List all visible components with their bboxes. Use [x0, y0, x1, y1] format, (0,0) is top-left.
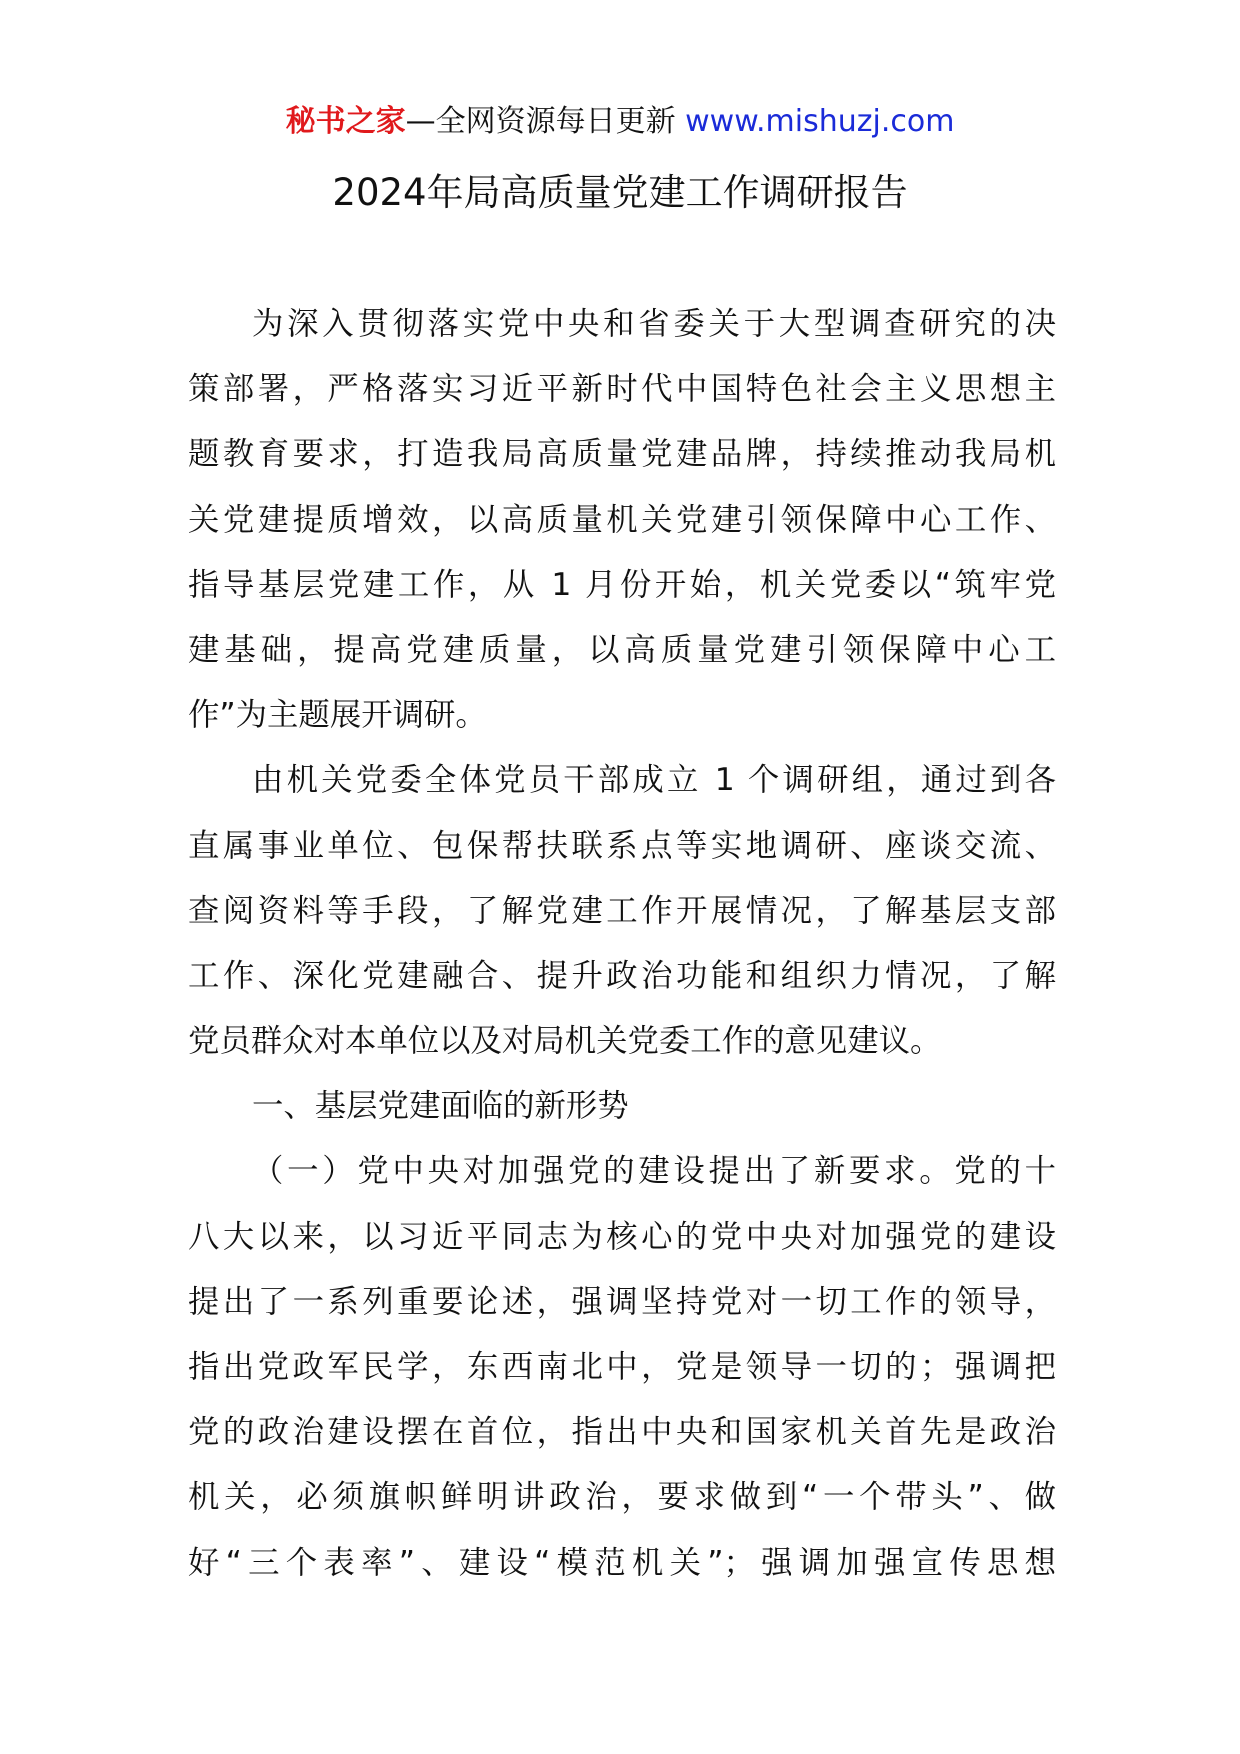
- text-line: （一）党中央对加强党的建设提出了新要求。党的十: [252, 1153, 1056, 1190]
- text-line: 指出党政军民学，东西南北中，党是领导一切的；强调把: [188, 1349, 1056, 1385]
- text-line: 工作、深化党建融合、提升政治功能和组织力情况，了解: [188, 957, 1056, 994]
- text-line: 由机关党委全体党员干部成立 1 个调研组，通过到各: [252, 762, 1056, 799]
- document-body: [188, 292, 1056, 1596]
- header-tagline: —全网资源每日更新: [405, 104, 686, 139]
- text-line: 党的政治建设摆在首位，指出中央和国家机关首先是政治: [188, 1414, 1056, 1451]
- text-line: 作”为主题展开调研。: [188, 697, 487, 734]
- section-heading-text: 一、基层党建面临的新形势: [252, 1088, 629, 1125]
- section-heading: [188, 1074, 1056, 1139]
- text-line: 策部署，严格落实习近平新时代中国特色社会主义思想主: [188, 371, 1056, 408]
- text-line: 提出了一系列重要论述，强调坚持党对一切工作的领导，: [188, 1283, 1056, 1320]
- text-line: 查阅资料等手段，了解党建工作开展情况，了解基层支部: [188, 892, 1056, 929]
- text-line: 党员群众对本单位以及对局机关党委工作的意见建议。: [188, 1023, 942, 1060]
- text-line: 好“三个表率”、建设“模范机关”；强调加强宣传思想: [188, 1544, 1056, 1581]
- text-line: 八大以来，以习近平同志为核心的党中央对加强党的建设: [188, 1218, 1056, 1255]
- paragraph-intro: [188, 292, 1056, 748]
- text-line: 直属事业单位、包保帮扶联系点等实地调研、座谈交流、: [188, 827, 1056, 864]
- document-title: 2024年局高质量党建工作调研报告: [332, 171, 908, 214]
- site-header: [0, 100, 1240, 144]
- paragraph-method: [188, 748, 1056, 1074]
- text-line: 指导基层党建工作，从 1 月份开始，机关党委以“筑牢党: [188, 566, 1056, 603]
- paragraph-section-1: [188, 1139, 1056, 1595]
- brand-name: 秘书之家: [285, 104, 406, 139]
- text-line: 机关，必须旗帜鲜明讲政治，要求做到“一个带头”、做: [188, 1479, 1056, 1516]
- text-line: 建基础，提高党建质量，以高质量党建引领保障中心工: [188, 631, 1056, 668]
- text-line: 关党建提质增效，以高质量机关党建引领保障中心工作、: [188, 501, 1056, 538]
- text-line: 为深入贯彻落实党中央和省委关于大型调查研究的决: [252, 306, 1056, 342]
- site-url[interactable]: www.mishuzj.com: [685, 104, 955, 139]
- text-line: 题教育要求，打造我局高质量党建品牌，持续推动我局机: [188, 436, 1056, 473]
